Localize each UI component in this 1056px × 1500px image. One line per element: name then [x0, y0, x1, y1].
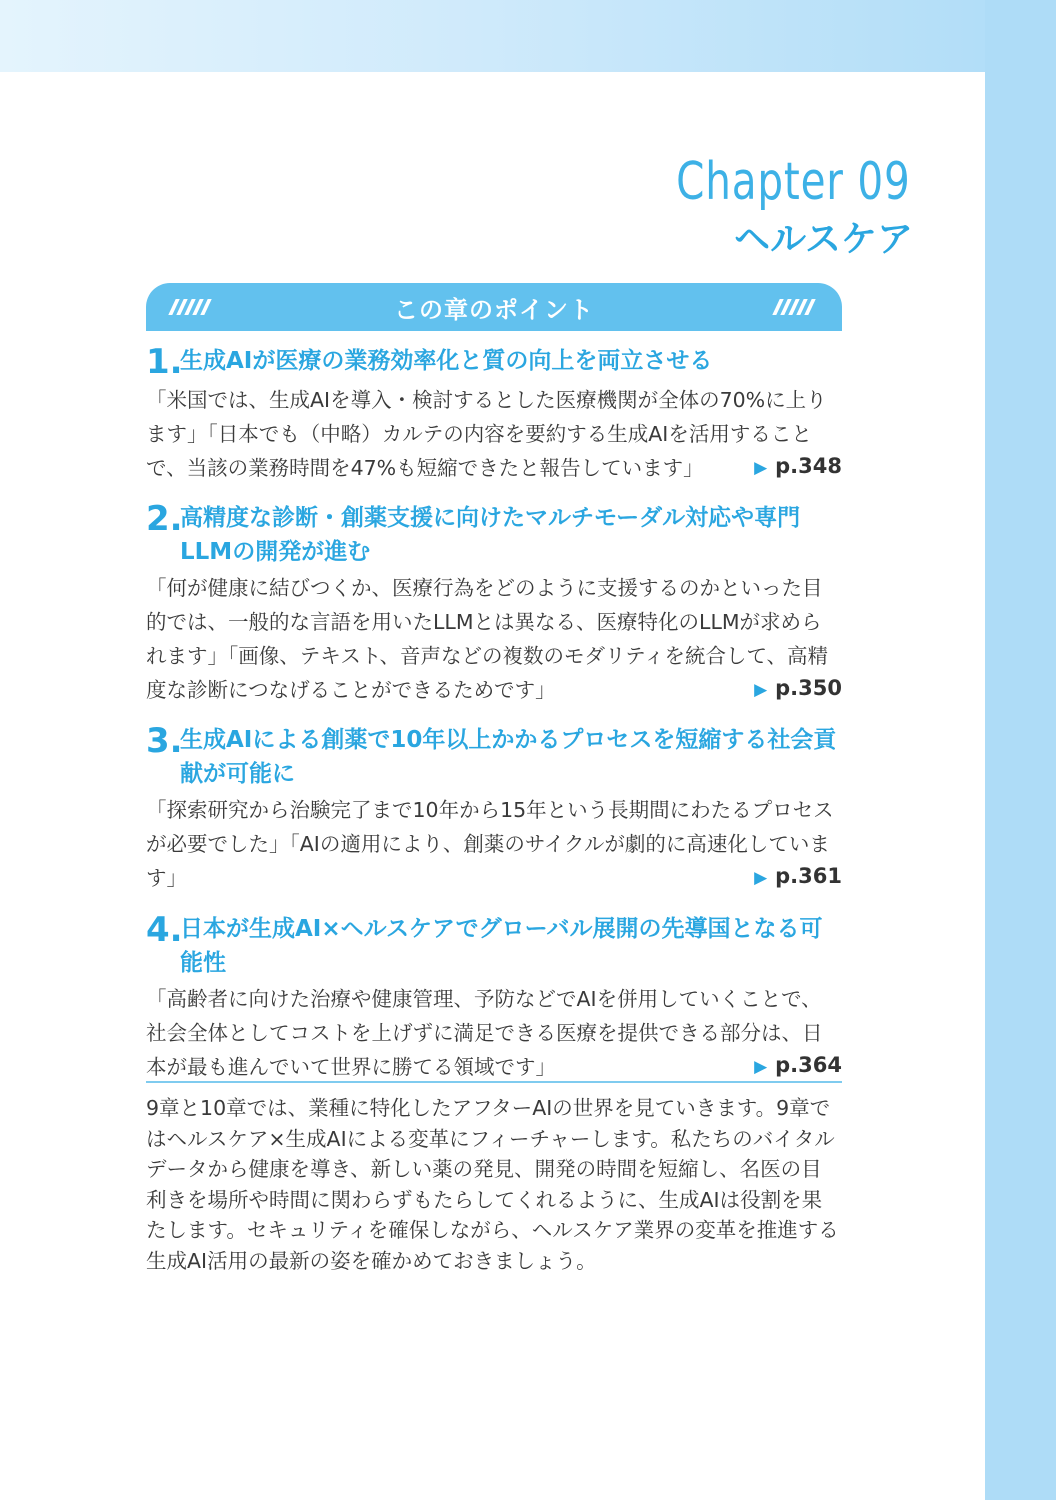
point-1: [146, 343, 842, 485]
point-3: [146, 722, 842, 895]
page-reference[interactable]: [754, 1048, 842, 1084]
point-quote: 「探索研究から治験完了まで10年から15年という長期間にわたるプロセスが必要でした」「AIの適用により、創薬のサイクルが劇的に高速化しています」: [146, 798, 834, 890]
point-body: [146, 571, 842, 707]
point-title: 高精度な診断・創薬支援に向けたマルチモーダル対応や専門LLMの開発が進む: [180, 505, 801, 565]
page-number: p.348: [775, 454, 842, 478]
point-quote: 「米国では、生成AIを導入・検討するとした医療機関が全体の70%に上ります」「日本でも（中略）カルテの内容を要約する生成AIを活用することで、当該の業務時間を47%も短縮できたと報告しています」: [146, 388, 827, 480]
banner-stripes-left: [172, 299, 212, 315]
point-body: [146, 982, 842, 1084]
point-number: 4.: [146, 910, 183, 950]
point-title: 生成AIが医療の業務効率化と質の向上を両立させる: [180, 348, 713, 374]
banner-stripes-right: [776, 299, 816, 315]
page-number: p.364: [775, 1053, 842, 1077]
point-quote: 「高齢者に向けた治療や健康管理、予防などでAIを併用していくことで、社会全体としてコストを上げずに満足できる医療を提供できる部分は、日本が最も進んでいて世界に勝てる領域です」: [146, 987, 823, 1079]
page-number: p.361: [775, 864, 842, 888]
point-title: 日本が生成AI×ヘルスケアでグローバル展開の先導国となる可能性: [180, 916, 823, 976]
page-reference[interactable]: [754, 671, 842, 707]
page-number: p.350: [775, 676, 842, 700]
chapter-intro: 9章と10章では、業種に特化したアフターAIの世界を見ていきます。9章ではヘルスケア×生成AIによる変革にフィーチャーします。私たちのバイタルデータから健康を導き、新しい薬の発見、開発の時間を短縮し、名医の目利きを場所や時間に関わらずもたらしてくれるように、生成AIは役割を果たします。セキュリティを確保しながら、ヘルスケア業界の変革を推進する生成AI活用の最新の姿を確かめておきましょう。: [146, 1096, 839, 1273]
point-number: 3.: [146, 721, 183, 761]
point-2: [146, 500, 842, 707]
chapter-label: Chapter 09: [676, 152, 911, 212]
points-banner: [146, 283, 842, 331]
banner-title: この章のポイント: [394, 295, 594, 324]
point-number: 1.: [146, 342, 183, 382]
page-reference[interactable]: [754, 449, 842, 485]
point-quote: 「何が健康に結びつくか、医療行為をどのように支援するのかといった目的では、一般的な言語を用いたLLMとは異なる、医療特化のLLMが求められます」「画像、テキスト、音声などの複数のモダリティを統合して、高精度な診断につなげることができるためです」: [146, 576, 829, 702]
side-color-band: [985, 0, 1056, 1500]
top-color-band: [0, 0, 1056, 72]
section-divider: [146, 1081, 842, 1083]
play-arrow-icon: ▶: [754, 680, 768, 700]
point-body: [146, 793, 842, 895]
page-reference[interactable]: [754, 859, 842, 895]
play-arrow-icon: ▶: [754, 868, 768, 888]
chapter-title: ヘルスケア: [734, 219, 913, 260]
play-arrow-icon: ▶: [754, 1057, 768, 1077]
play-arrow-icon: ▶: [754, 458, 768, 478]
point-4: [146, 911, 842, 1084]
point-body: [146, 383, 842, 485]
point-title: 生成AIによる創薬で10年以上かかるプロセスを短縮する社会貢献が可能に: [180, 727, 837, 787]
point-number: 2.: [146, 499, 183, 539]
